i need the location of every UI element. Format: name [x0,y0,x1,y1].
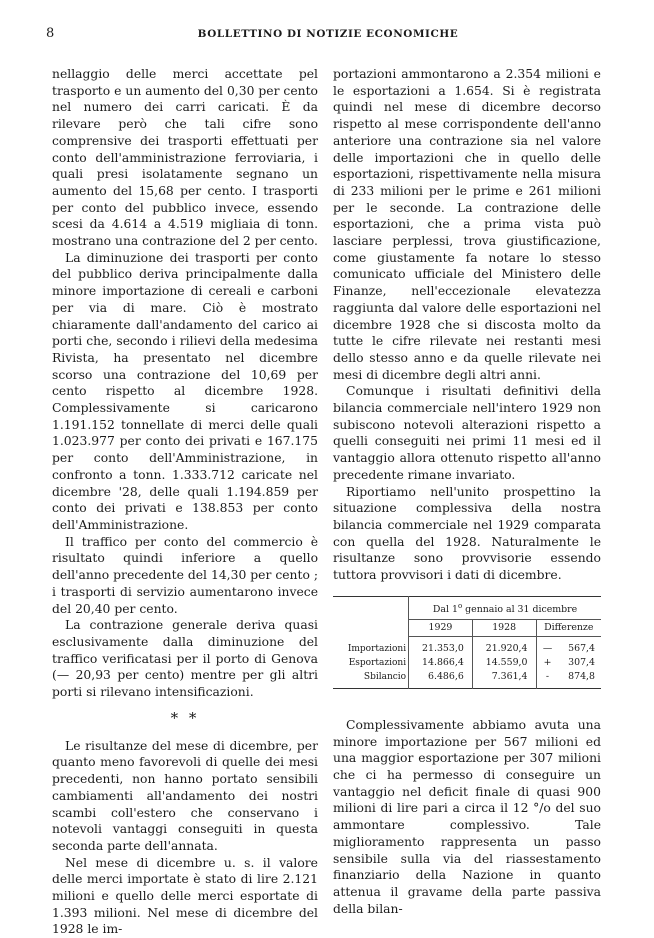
paragraph: Nel mese di dicembre u. s. il valore delle merci importate è stato di lire 2.121 milioni e quello delle merci esportate di 1.393 milioni. Nel mese di dicembre del 1928 le im- [52,855,318,937]
section-divider-asterisks [52,709,318,727]
column-header-1929: 1929 [409,619,473,636]
asterisk: * * [170,708,200,727]
table-row: Importazioni 21.353,0 21.920,4 — 567,4 [333,636,601,656]
paragraph: nellaggio delle merci accettate pel trasporto e un aumento del 0,30 per cento nel numero dei carri caricati. È da rilevare però che tali cifre sono comprensive dei trasporti effettuati per conto dell'amministrazione ferroviaria, i quali presi isolatamente segnano un aumento del 15,68 per cento. I trasporti per conto del pubblico invece, essendo scesi da 4.614 a 4.519 migliaia di tonn. mostrano una contrazione del 2 per cento. [52,67,318,249]
trade-balance-table [333,596,601,689]
paragraph: Complessivamente abbiamo avuta una minore importazione per 567 milioni ed una maggior esportazione per 307 milioni che ci ha permesso di conseguire un vantaggio nel deficit finale di quasi 900 milioni di lire pari a circa il 12 °/o del suo ammontare complessivo. Tale miglioramento rappresenta un passo sensibile sulla via del riassestamento finanziario della Nazione in quanto attenua il gravame della parte passiva della bilan- [333,717,601,916]
paragraph: Le risultanze del mese di dicembre, per quanto meno favorevoli di quelle dei mesi precedenti, non hanno portato sensibili cambiamenti all'andamento dei nostri scambi coll'estero che conservano i notevoli vantaggi conseguiti in questa seconda parte dell'annata. [52,738,318,853]
paragraph: La contrazione generale deriva quasi esclusivamente dalla diminuzione del traffico verificatasi per il porto di Genova (— 20,93 per cento) mentre per gli altri porti si rilevano intensificazioni. [52,618,318,700]
table-row: Esportazioni 14.866,4 14.559,0 + 307,4 [348,656,595,668]
table-corner [333,596,409,636]
column-header-1928: 1928 [472,619,536,636]
paragraph: Comunque i risultati definitivi della bilancia commerciale nell'intero 1929 non subiscono notevoli alterazioni rispetto a quelli conseguiti nei primi 11 mesi ed il vantaggio allora ottenuto rispetto all'anno precedente rimane invariato. [333,384,601,482]
paragraph: portazioni ammontarono a 2.354 milioni e le esportazioni a 1.654. Si è registrata quindi nel mese di dicembre decorso rispetto al mese corrispondente dell'anno anteriore una contrazione sia nel valore delle importazioni che in quello delle esportazioni, rispettivamente nella misura di 233 milioni per le prime e 261 milioni per le seconde. La contrazione delle esportazioni, che a prima vista può lasciare perplessi, trova giustificazione, come giustamente fa notare lo stesso comunicato ufficiale del Ministero delle Finanze, nell'eccezionale elevatezza raggiunta dal valore delle esportazioni nel dicembre 1928 che si discosta molto da tutte le cifre rilevate nei restanti mesi dello stesso anno e da quelle rilevate nei mesi di dicembre degli altri anni. [333,67,601,382]
running-title: BOLLETTINO DI NOTIZIE ECONOMICHE [197,28,459,40]
page-number: 8 [46,26,55,41]
paragraph: Il traffico per conto del commercio è risultato quindi inferiore a quello dell'anno precedente del 14,30 per cento ; i trasporti di servizio aumentarono invece del 20,40 per cento. [52,534,318,616]
column-header-differenze: Differenze [536,619,601,636]
page-header [46,26,610,46]
paragraph: Riportiamo nell'unito prospettino la situazione complessiva della nostra bilancia commerciale nel 1929 comparata con quella del 1928. Naturalmente le risultanze sono provvisorie essendo tuttora provvisori i dati di dicembre. [333,484,601,583]
left-column [52,66,318,938]
table-row: Sbilancio 6.486,6 7.361,4 - 874,8 [333,670,601,689]
paragraph: La diminuzione dei trasporti per conto del pubblico deriva principalmente dalla minore importazione di cereali e carboni per via di mare. Ciò è mostrato chiaramente dall'andamento del carico ai porti che, secondo i rilievi della medesima Rivista, ha presentato nel dicembre scorso una contrazione del 10,69 per cento rispetto al dicembre 1928. Complessivamente si caricarono 1.191.152 tonnellate di merci delle quali 1.023.977 per conto dei privati e 167.175 per conto dell'Amministrazione, in confronto a tonn. 1.333.712 caricate nel dicembre '28, delle quali 1.194.859 per conto dei privati e 138.853 per conto dell'Amministrazione. [52,250,318,532]
table-group-header: Dal 1$^o$ gennaio al 31 dicembre [409,596,601,619]
right-column [333,66,601,917]
